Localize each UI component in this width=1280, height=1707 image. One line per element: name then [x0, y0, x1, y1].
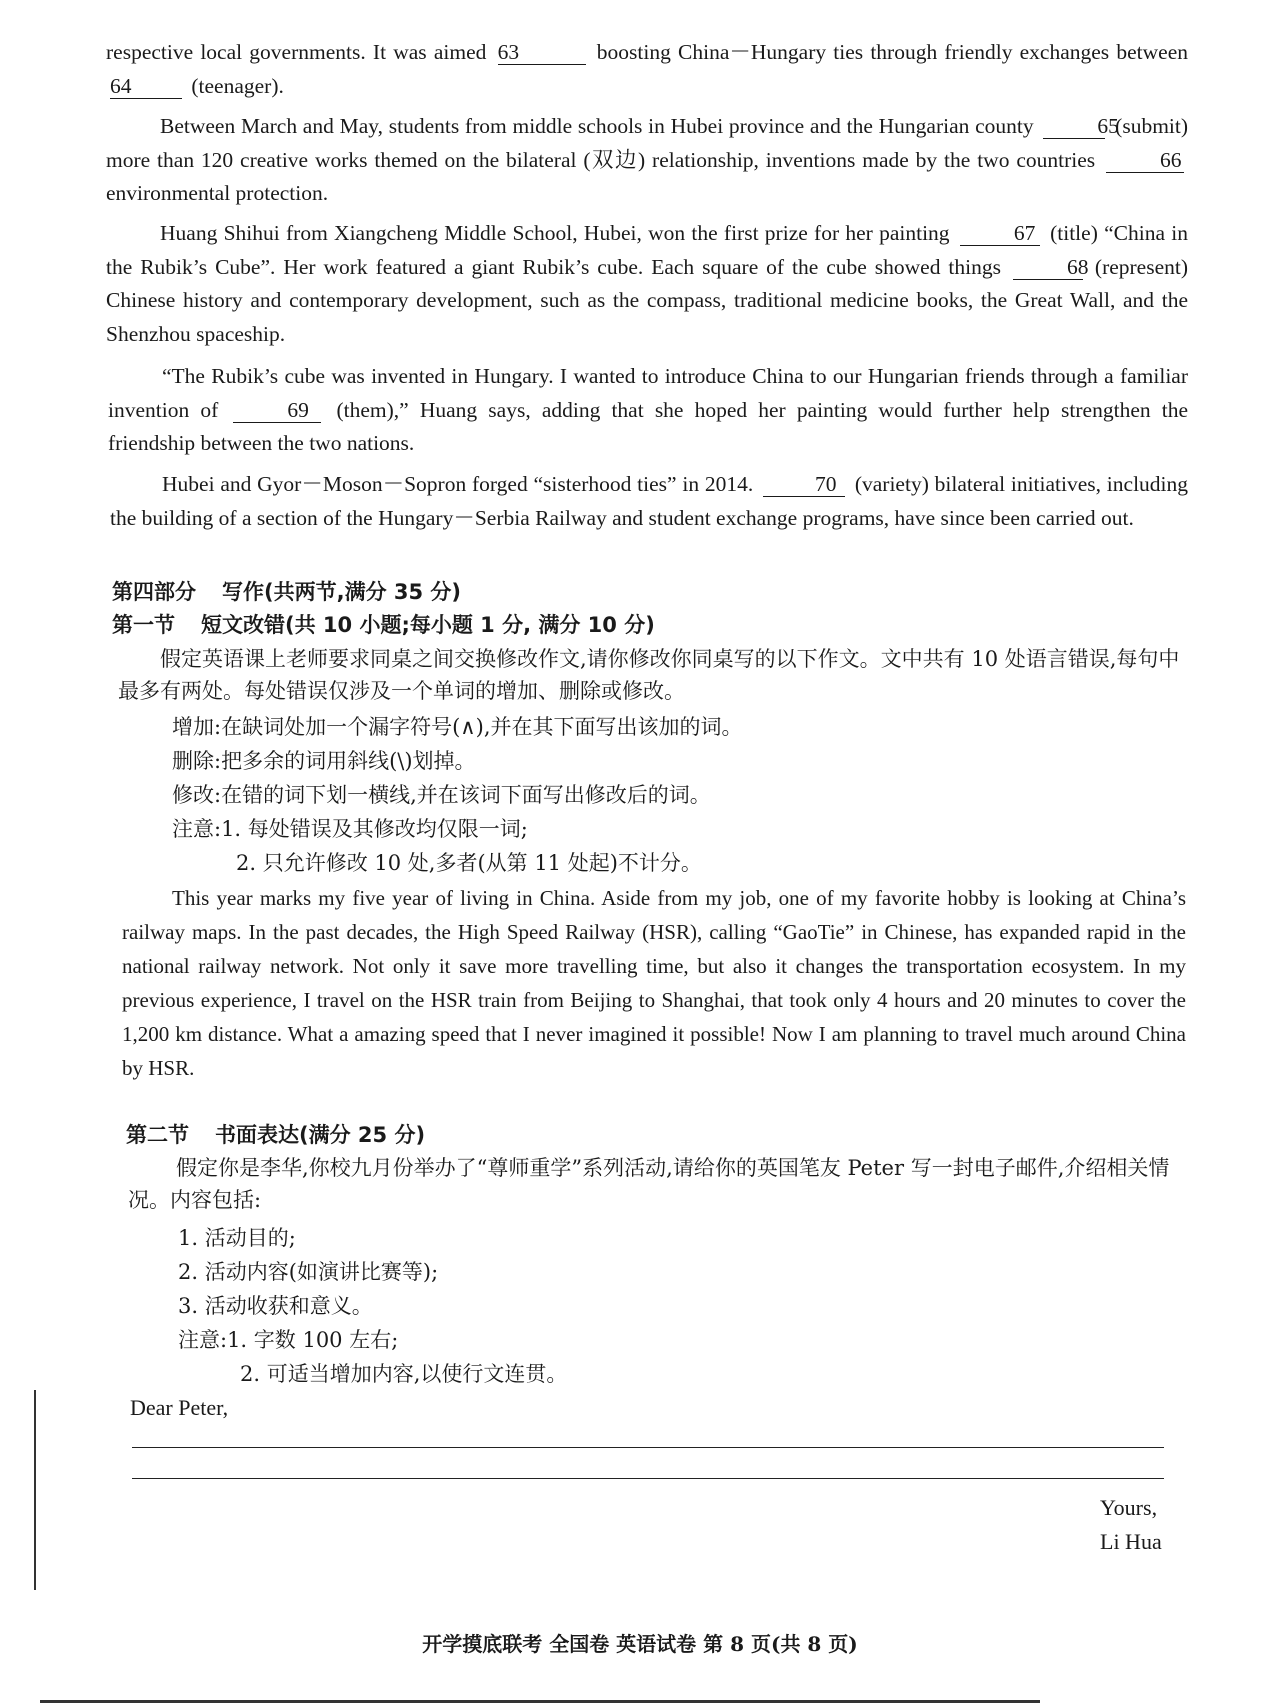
section1-modify-rule: 修改:在错的词下划一横线,并在该词下面写出修改后的词。: [172, 783, 711, 807]
passage-paragraph-2: Between March and May, students from middle schools in Hubei province and the Hungarian county 65 (submit) more than 120 creative works themed on the bilateral (双边) relationship, inventions made by the two countries 66 environmental protection.: [106, 114, 1189, 205]
section2-note-2: 2. 可适当增加内容,以使行文连贯。: [240, 1362, 568, 1386]
blank-70[interactable]: 70: [763, 472, 845, 497]
blank-69[interactable]: 69: [233, 398, 321, 423]
section1-add-rule: 增加:在缺词处加一个漏字符号(∧),并在其下面写出该加的词。: [172, 715, 743, 739]
passage-paragraph-4: “The Rubik’s cube was invented in Hungary. I wanted to introduce China to our Hungarian friends through a familiar invention of 69 (them),” Huang says, adding that she hoped her painting would further help strengthen the friendship between the two nations.: [108, 364, 1188, 455]
section2-title: 第二节 书面表达(满分 25 分): [126, 1123, 426, 1147]
page-footer: 开学摸底联考 全国卷 英语试卷 第 8 页(共 8 页): [422, 1632, 858, 1656]
passage-paragraph-5: Hubei and Gyor－Moson－Sopron forged “sisterhood ties” in 2014. 70 (variety) bilateral initiatives, including the building of a section of the Hungary－Serbia Railway and student exchange programs, have since been carried out.: [110, 472, 1189, 530]
section1-instruction: 假定英语课上老师要求同桌之间交换修改作文,请你修改你同桌写的以下作文。文中共有 10 处语言错误,每句中最多有两处。每处错误仅涉及一个单词的增加、删除或修改。: [118, 647, 1180, 703]
scan-edge-bottom: [40, 1700, 1040, 1703]
section1-delete-rule: 删除:把多余的词用斜线(\)划掉。: [172, 749, 476, 773]
blank-66[interactable]: 66: [1106, 148, 1184, 173]
section1-note-1: 注意:1. 每处错误及其修改均仅限一词;: [172, 817, 528, 841]
part4-title: 第四部分 写作(共两节,满分 35 分): [112, 580, 462, 604]
letter-greeting: Dear Peter,: [130, 1395, 229, 1420]
section2-instruction: 假定你是李华,你校九月份举办了“尊师重学”系列活动,请给你的英国笔友 Peter 写一封电子邮件,介绍相关情况。内容包括:: [128, 1156, 1170, 1212]
writing-line-1[interactable]: [132, 1447, 1164, 1448]
blank-64[interactable]: 64: [110, 74, 182, 99]
blank-63[interactable]: 63: [498, 40, 586, 65]
section1-title: 第一节 短文改错(共 10 小题;每小题 1 分, 满分 10 分): [112, 613, 655, 637]
scan-edge-left: [34, 1390, 36, 1590]
passage-paragraph-3: Huang Shihui from Xiangcheng Middle School, Hubei, won the first prize for her painting 67 (title) “China in the Rubik’s Cube”. Her work featured a giant Rubik’s cube. Each square of the cube showed things 68 (represent) Chinese history and contemporary development, such as the compass, traditional medicine books, the Great Wall, and the Shenzhou spaceship.: [106, 221, 1189, 346]
letter-closing: Yours,: [1100, 1495, 1158, 1520]
content-item-3: 3. 活动收获和意义。: [178, 1294, 373, 1318]
passage-paragraph-1: respective local governments. It was aimed 63 boosting China－Hungary ties through friendly exchanges between 64 (teenager).: [106, 40, 1188, 98]
content-item-2: 2. 活动内容(如演讲比赛等);: [178, 1260, 439, 1284]
writing-line-2[interactable]: [132, 1478, 1164, 1479]
content-item-1: 1. 活动目的;: [178, 1226, 296, 1250]
blank-65[interactable]: 65: [1043, 114, 1105, 139]
blank-67[interactable]: 67: [960, 221, 1040, 246]
error-correction-essay: This year marks my five year of living in China. Aside from my job, one of my favorite hobby is looking at China’s railway maps. In the past decades, the High Speed Railway (HSR), calling “GaoTie” in Chinese, has expanded rapid in the national railway network. Not only it save more travelling time, but also it changes the transportation ecosystem. In my previous experience, I travel on the HSR train from Beijing to Shanghai, that took only 4 hours and 20 minutes to cover the 1,200 km distance. What a amazing speed that I never imagined it possible! Now I am planning to travel much around China by HSR.: [122, 886, 1186, 1080]
letter-signature: Li Hua: [1100, 1529, 1162, 1554]
section1-note-2: 2. 只允许修改 10 处,多者(从第 11 处起)不计分。: [236, 851, 702, 875]
blank-68[interactable]: 68: [1013, 255, 1083, 280]
section2-note-1: 注意:1. 字数 100 左右;: [178, 1328, 399, 1352]
